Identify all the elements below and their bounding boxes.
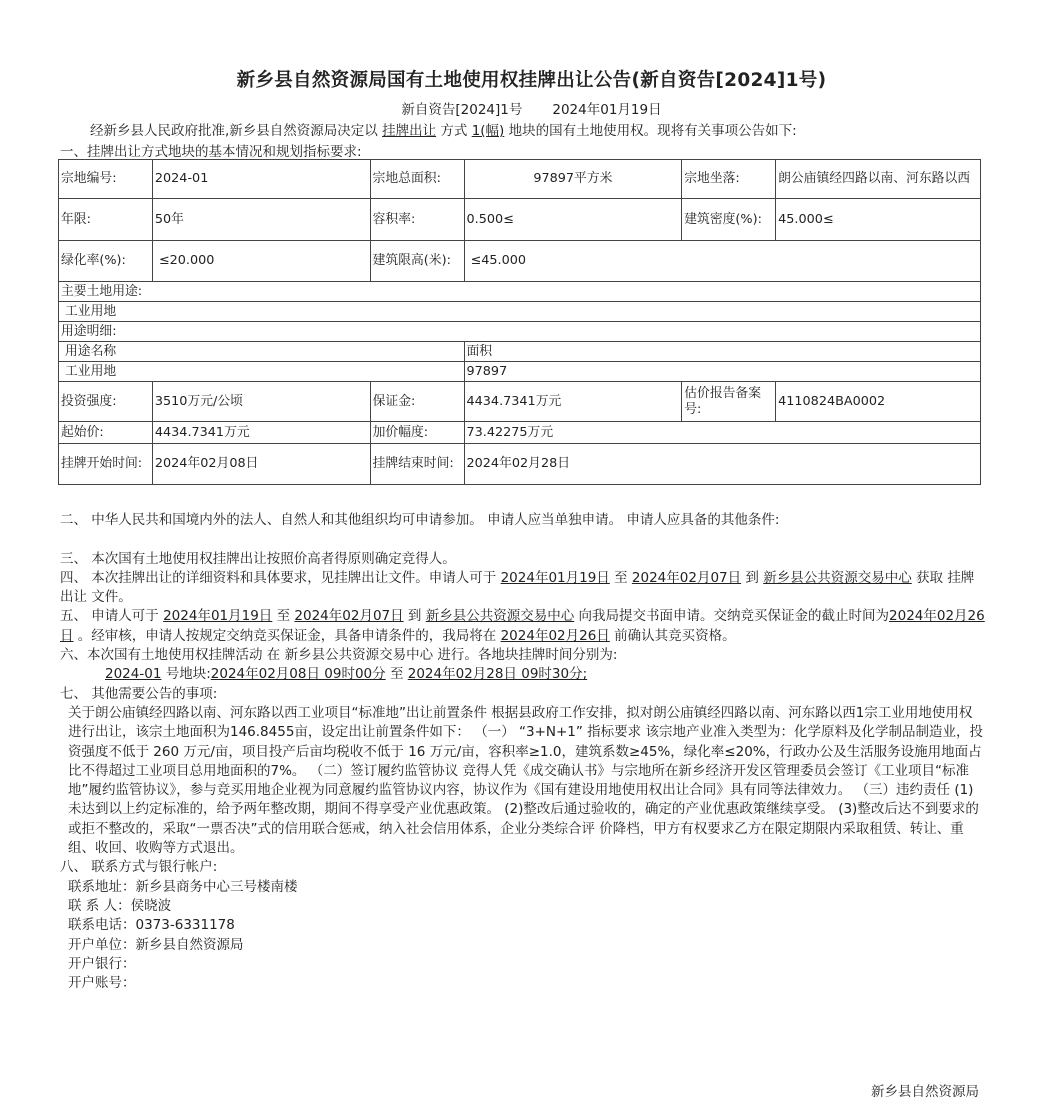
- table-cell: 4110824BA0002: [776, 382, 981, 422]
- section-5-date: 2024年02月26日: [60, 608, 985, 644]
- table-cell: 挂牌开始时间:: [59, 444, 153, 485]
- doc-number: 新自资告[2024]1号: [401, 102, 523, 118]
- table-cell: 建筑密度(%):: [682, 199, 776, 241]
- intro-paragraph: [90, 119, 990, 139]
- table-row: [59, 302, 981, 322]
- section-6-text: 号地块:: [165, 666, 211, 683]
- main-use-label: 主要土地用途:: [59, 282, 981, 302]
- table-row: [59, 160, 981, 199]
- table-cell: 45.000≤: [776, 199, 981, 241]
- table-cell: 朗公庙镇经四路以南、河东路以西: [776, 160, 981, 199]
- section-4-text: 到: [745, 569, 759, 586]
- column-header: 面积: [464, 342, 981, 362]
- table-cell: 2024年02月08日: [152, 444, 370, 485]
- section-4-text: 获取: [916, 569, 944, 586]
- table-row: [59, 444, 981, 485]
- section-6-text: 至: [389, 666, 404, 683]
- table-row: [59, 362, 981, 382]
- table-cell: 年限:: [59, 199, 153, 241]
- page-title: 新乡县自然资源局国有土地使用权挂牌出让公告(新自资告[2024]1号): [236, 70, 827, 91]
- section-4-text: 四、 本次挂牌出让的详细资料和具体要求，见挂牌出让文件。申请人可于: [60, 569, 497, 586]
- section-5-text: 到: [407, 608, 422, 625]
- section-1-title: 一、挂牌出让方式地块的基本情况和规划指标要求:: [60, 144, 362, 160]
- section-8-title: 八、 联系方式与银行帐户:: [60, 859, 218, 876]
- table-cell: ≤20.000: [152, 241, 370, 282]
- table-cell: 97897: [464, 362, 981, 382]
- table-cell: 宗地编号:: [59, 160, 153, 199]
- intro-count: 1(幅): [471, 123, 505, 139]
- section-5-text: 至: [276, 608, 291, 625]
- section-4-date: 2024年01月19日: [500, 569, 610, 586]
- table-cell: 容积率:: [370, 199, 464, 241]
- table-row: [59, 282, 981, 302]
- main-use-value: 工业用地: [59, 302, 981, 322]
- table-cell: ≤45.000: [464, 241, 981, 282]
- section-5-text: 向我局提交书面申请。交纳竞买保证金的截止时间为: [578, 608, 890, 625]
- doc-date: 2024年01月19日: [552, 102, 662, 118]
- section-4-text: 文件。: [91, 589, 132, 606]
- section-4: [60, 569, 985, 608]
- table-cell: 2024-01: [152, 160, 370, 199]
- table-cell: 3510万元/公顷: [152, 382, 370, 422]
- table-cell: 挂牌结束时间:: [370, 444, 464, 485]
- contact-person: 联 系 人：侯晓波: [68, 897, 172, 914]
- table-row: [59, 199, 981, 241]
- contact-address: 联系地址：新乡县商务中心三号楼南楼: [68, 878, 298, 895]
- table-cell: 起始价:: [59, 422, 153, 444]
- table-cell: 投资强度:: [59, 382, 153, 422]
- notice-body: [60, 511, 985, 993]
- table-cell: 工业用地: [59, 362, 465, 382]
- column-header: 用途名称: [59, 342, 465, 362]
- table-row: [59, 422, 981, 444]
- blank-line: [60, 530, 985, 549]
- signature: 新乡县自然资源局: [871, 1084, 979, 1100]
- section-3: 三、 本次国有土地使用权挂牌出让按照价高者得原则确定竞得人。: [60, 550, 456, 567]
- table-cell: 50年: [152, 199, 370, 241]
- table-row: [59, 382, 981, 422]
- account-holder: 开户单位：新乡县自然资源局: [68, 936, 244, 953]
- account-bank: 开户银行：: [68, 955, 136, 972]
- intro-method: 挂牌出让: [382, 123, 437, 139]
- parcel-info-table: [58, 159, 981, 485]
- table-cell: 绿化率(%):: [59, 241, 153, 282]
- section-6-schedule: [60, 665, 985, 684]
- section-4-doc: 挂牌出让: [60, 569, 975, 606]
- section-7-body: 关于朗公庙镇经四路以南、河东路以西工业项目“标准地”出让前置条件 根据县政府工作安排，拟对朗公庙镇经四路以南、河东路以西1宗工业用地使用权进行出让，该宗土地面积为146.8455亩，设定出让前置条件如下： （一） “3+N+1” 指标要求 该宗地产业准入类型为：化学原料及化学制品制造业，投资强度不低于 260 万元/亩，项目投产后亩均税收不低于 16 万元/亩，容积率≥1.0，建筑系数≥45%，绿化率≤20%，行政办公及生活服务设施用地面占比不得超过工业项目总用地面积的7%。 （二）签订履约监管协议 竞得人凭《成交确认书》与宗地所在新乡经济开发区管理委员会签订《工业项目“标准地”履约监管协议》，参与竞买用地企业视为同意履约监管协议内容，协议作为《国有建设用地使用权出让合同》具有同等法律效力。 （三）违约责任 (1)未达到以上约定标准的，给予两年整改期，期间不得享受产业优惠政策。 (2)整改后通过验收的，确定的产业优惠政策继续享受。 (3)整改后达不到要求的或拒不整改的，采取“一票否决”式的信用联合惩戒，纳入社会信用体系，企业分类综合评 价降档，甲方有权要求乙方在限定期限内采取租赁、转让、重组、收回、收购等方式退出。: [68, 704, 983, 857]
- table-cell: 73.42275万元: [464, 422, 981, 444]
- use-detail-label: 用途明细:: [59, 322, 981, 342]
- section-5-text: 。经审核，申请人按规定交纳竞买保证金，具备申请条件的，我局将在: [77, 627, 497, 644]
- intro-text: 方式: [440, 123, 468, 139]
- table-cell: 4434.7341万元: [464, 382, 682, 422]
- doc-subheader: [0, 98, 1063, 118]
- contact-phone: 联系电话：0373-6331178: [68, 917, 235, 934]
- section-5-date: 2024年02月26日: [500, 627, 610, 644]
- intro-text: 经新乡县人民政府批准,新乡县自然资源局决定以: [90, 123, 378, 139]
- table-row: [59, 241, 981, 282]
- table-cell: 2024年02月28日: [464, 444, 981, 485]
- end-time: 2024年02月28日 09时30分: [407, 666, 583, 683]
- parcel-number: 2024-01: [105, 666, 162, 683]
- table-cell: 建筑限高(米):: [370, 241, 464, 282]
- intro-text: 地块的国有土地使用权。现将有关事项公告如下:: [508, 123, 797, 139]
- section-4-date: 2024年02月07日: [631, 569, 742, 586]
- table-cell: 加价幅度:: [370, 422, 464, 444]
- table-cell: 估价报告备案号:: [682, 382, 776, 422]
- start-time: 2024年02月08日 09时00分: [210, 666, 386, 683]
- table-cell: 0.500≤: [464, 199, 682, 241]
- section-5-date: 2024年01月19日: [163, 608, 273, 625]
- table-row: [59, 342, 981, 362]
- account-number: 开户账号：: [68, 975, 136, 992]
- section-6: 六、本次国有土地使用权挂牌活动 在 新乡县公共资源交易中心 进行。各地块挂牌时间分别为:: [60, 647, 618, 664]
- section-5-place: 新乡县公共资源交易中心: [425, 608, 575, 625]
- table-cell: 保证金:: [370, 382, 464, 422]
- section-4-text: 至: [614, 569, 628, 586]
- section-5-date: 2024年02月07日: [294, 608, 404, 625]
- section-5-text: 前确认其竞买资格。: [614, 627, 736, 644]
- section-5-text: 五、 申请人可于: [60, 608, 159, 625]
- section-4-place: 新乡县公共资源交易中心: [763, 569, 912, 586]
- section-5: [60, 607, 985, 646]
- table-cell: 97897平方米: [464, 160, 682, 199]
- section-2: 二、 中华人民共和国境内外的法人、自然人和其他组织均可申请参加。 申请人应当单独申请。 申请人应具备的其他条件:: [60, 512, 780, 528]
- table-cell: 4434.7341万元: [152, 422, 370, 444]
- table-cell: 宗地总面积:: [370, 160, 464, 199]
- table-row: [59, 322, 981, 342]
- section-6-text: ;: [582, 666, 588, 683]
- section-7-title: 七、 其他需要公告的事项:: [60, 685, 218, 702]
- table-cell: 宗地坐落:: [682, 160, 776, 199]
